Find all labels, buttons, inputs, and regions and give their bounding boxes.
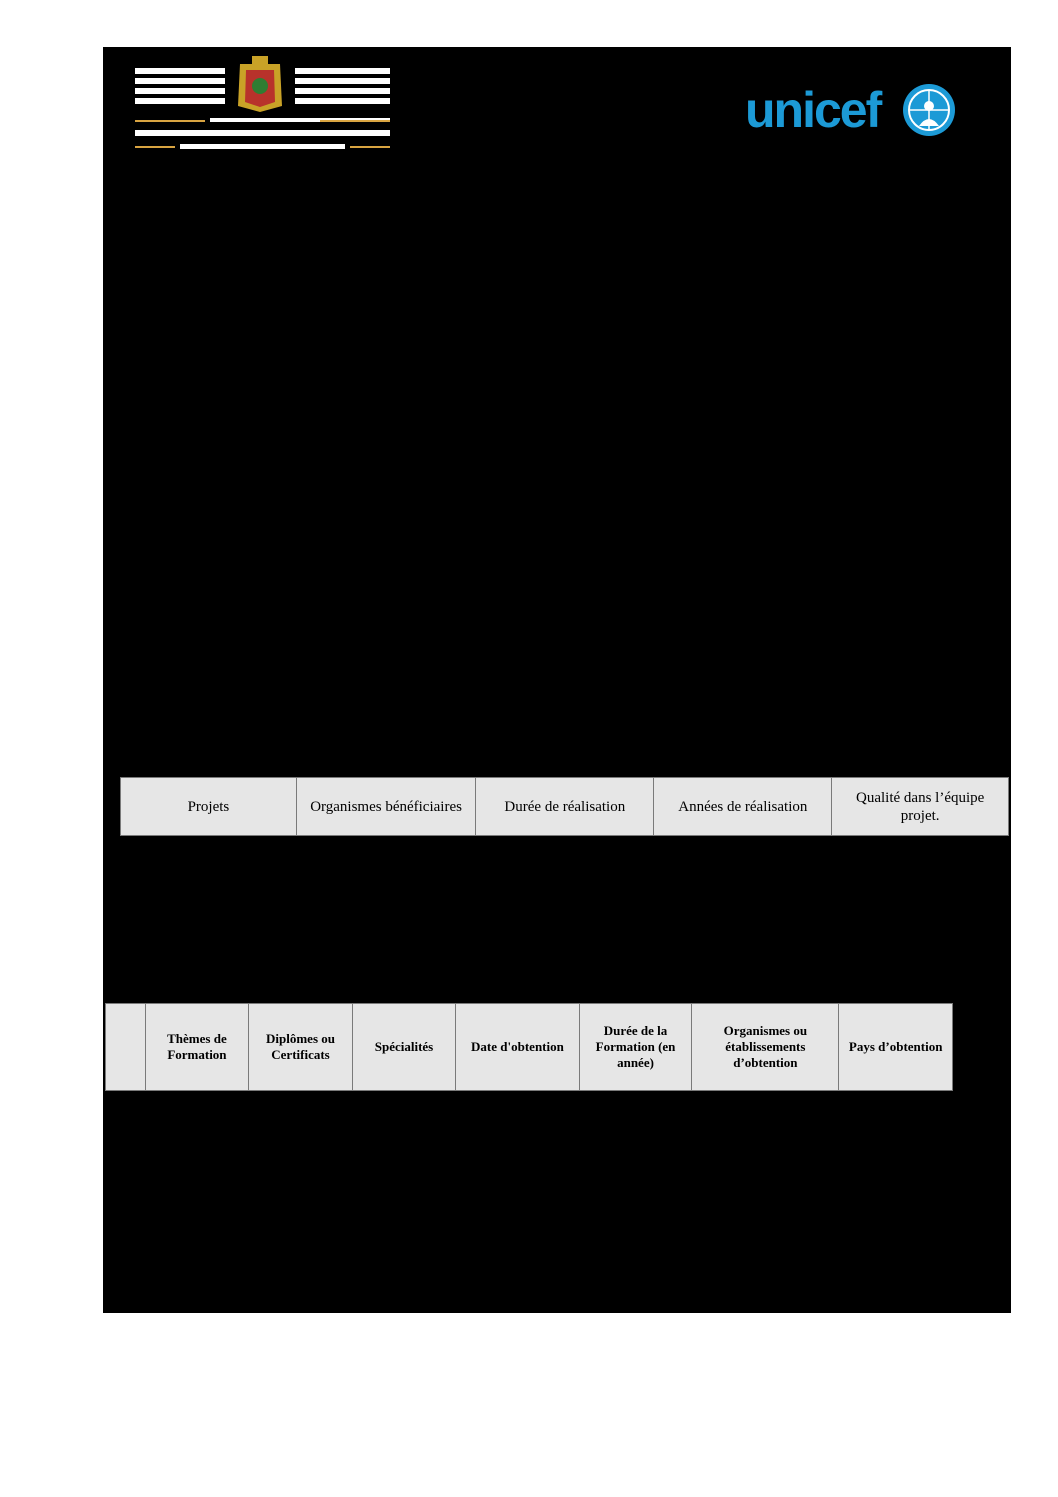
header-cell-institutions: Organismes ou établissements d’obtention	[692, 1004, 839, 1091]
document-page-redacted-area	[103, 47, 1011, 1313]
header-cell-years: Années de réalisation	[654, 778, 832, 836]
unicef-wordmark: unicef	[745, 82, 881, 138]
header-cell-training-themes: Thèmes de Formation	[145, 1004, 249, 1091]
header-cell-diplomas: Diplômes ou Certificats	[249, 1004, 353, 1091]
header-cell-projects: Projets	[121, 778, 297, 836]
unicef-emblem-icon	[900, 82, 958, 138]
header-cell-specialties: Spécialités	[352, 1004, 456, 1091]
header-cell-beneficiary-organizations: Organismes bénéficiaires	[296, 778, 475, 836]
unicef-logo	[745, 80, 965, 140]
ministry-logo	[130, 56, 392, 156]
training-table	[105, 1003, 953, 1091]
projects-table	[120, 777, 1009, 836]
coat-of-arms-icon	[238, 56, 282, 112]
header-cell-blank	[106, 1004, 146, 1091]
ministry-logo-graphic	[130, 56, 392, 156]
table-header-row	[106, 1004, 953, 1091]
table-header-row	[121, 778, 1009, 836]
header-cell-role: Qualité dans l’équipe projet.	[832, 778, 1009, 836]
header-cell-duration: Durée de réalisation	[476, 778, 654, 836]
header-cell-date-obtained: Date d'obtention	[456, 1004, 579, 1091]
header-cell-country: Pays d’obtention	[839, 1004, 953, 1091]
header-cell-training-duration: Durée de la Formation (en année)	[579, 1004, 692, 1091]
